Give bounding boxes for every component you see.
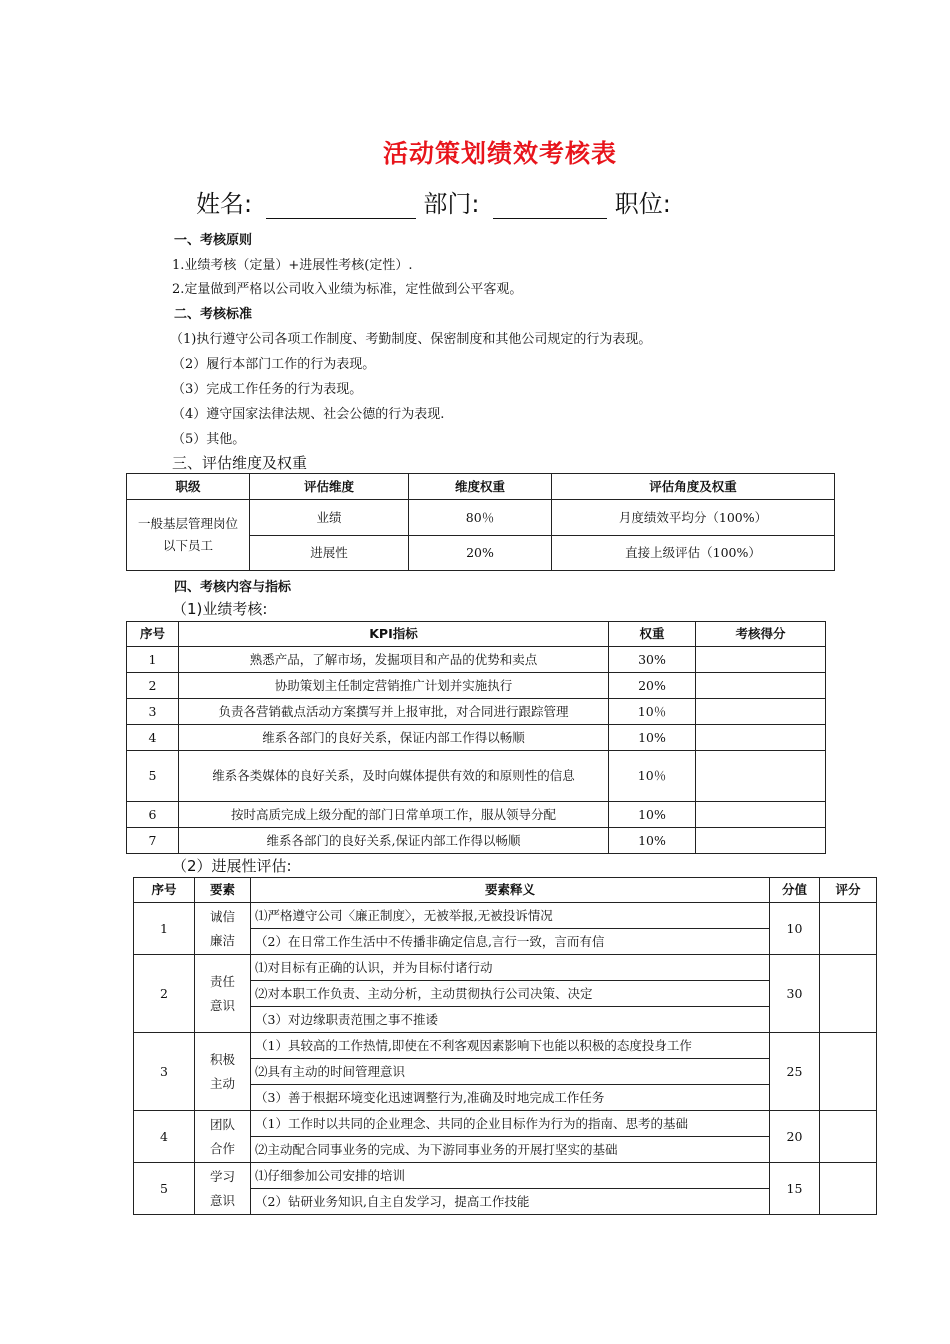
prog-no: 2 <box>134 955 195 1033</box>
prog-item: （1）具较高的工作热情,即使在不利客观因素影响下也能以积极的态度投身工作 <box>251 1033 770 1059</box>
section3-heading: 三、评估维度及权重 <box>172 454 308 472</box>
page-title: 活动策划绩效考核表 <box>382 139 617 168</box>
kpi-no: 6 <box>127 802 179 828</box>
table-row <box>134 903 877 929</box>
level-cell: 一般基层管理岗位以下员工 <box>127 500 250 571</box>
col-header: 序号 <box>134 878 195 903</box>
section1-heading: 一、考核原则 <box>174 233 253 248</box>
kpi-score-field[interactable] <box>696 725 826 751</box>
col-header: 要素释义 <box>251 878 770 903</box>
kpi-weight: 30% <box>609 647 696 673</box>
section2-item: （2）履行本部门工作的行为表现。 <box>172 357 376 372</box>
section2-heading: 二、考核标准 <box>174 307 253 322</box>
kpi-score-field[interactable] <box>696 647 826 673</box>
name-field[interactable] <box>266 196 416 219</box>
kpi-weight: 10% <box>609 725 696 751</box>
kpi-weight: 10％ <box>609 751 696 802</box>
table-row <box>127 725 826 751</box>
kpi-no: 3 <box>127 699 179 725</box>
progress-subheading: （2）进展性评估: <box>172 857 292 875</box>
prog-item: （2）钻研业务知识,自主自发学习，提高工作技能 <box>251 1189 770 1215</box>
kpi-subheading: （1)业绩考核: <box>172 600 268 618</box>
table-row <box>127 751 826 802</box>
kpi-text: 熟悉产品，了解市场，发掘项目和产品的优势和卖点 <box>179 647 609 673</box>
angle-cell: 月度绩效平均分（100%） <box>552 500 835 536</box>
progress-table <box>133 877 877 1215</box>
table-row <box>127 647 826 673</box>
col-header: 职级 <box>127 474 250 500</box>
prog-no: 5 <box>134 1163 195 1215</box>
kpi-no: 2 <box>127 673 179 699</box>
section4-heading: 四、考核内容与指标 <box>174 580 292 595</box>
col-header: 权重 <box>609 622 696 647</box>
position-label: 职位: <box>614 190 671 218</box>
col-header: 维度权重 <box>409 474 552 500</box>
col-header: 评估维度 <box>250 474 409 500</box>
prog-factor: 责任意识 <box>195 955 251 1033</box>
prog-no: 4 <box>134 1111 195 1163</box>
prog-no: 1 <box>134 903 195 955</box>
dimension-cell: 进展性 <box>250 536 409 571</box>
col-header: 评分 <box>820 878 877 903</box>
prog-score: 20 <box>770 1111 820 1163</box>
prog-rating-field[interactable] <box>820 1033 877 1111</box>
section2-item: （1)执行遵守公司各项工作制度、考勤制度、保密制度和其他公司规定的行为表现。 <box>170 332 652 347</box>
kpi-no: 1 <box>127 647 179 673</box>
table-row <box>127 802 826 828</box>
kpi-score-field[interactable] <box>696 699 826 725</box>
prog-item: ⑵主动配合同事业务的完成、为下游同事业务的开展打坚实的基础 <box>251 1137 770 1163</box>
prog-item: ⑴仔细参加公司安排的培训 <box>251 1163 770 1189</box>
kpi-score-field[interactable] <box>696 673 826 699</box>
kpi-weight: 10% <box>609 828 696 854</box>
kpi-text: 维系各部门的良好关系，保证内部工作得以畅顺 <box>179 725 609 751</box>
dept-field[interactable] <box>493 196 607 219</box>
prog-no: 3 <box>134 1033 195 1111</box>
col-header: 要素 <box>195 878 251 903</box>
col-header: KPI指标 <box>179 622 609 647</box>
section1-item: 2.定量做到严格以公司收入业绩为标准，定性做到公平客观。 <box>172 282 523 297</box>
weight-table <box>126 473 835 571</box>
table-row <box>127 673 826 699</box>
dimension-cell: 业绩 <box>250 500 409 536</box>
section2-item: （3）完成工作任务的行为表现。 <box>172 382 363 397</box>
prog-item: （3）善于根据环境变化迅速调整行为,准确及时地完成工作任务 <box>251 1085 770 1111</box>
prog-rating-field[interactable] <box>820 1111 877 1163</box>
name-label: 姓名: <box>196 190 253 218</box>
prog-score: 30 <box>770 955 820 1033</box>
section1-item: 1.业绩考核（定量）+进展性考核(定性）. <box>172 258 413 273</box>
kpi-no: 7 <box>127 828 179 854</box>
col-header: 考核得分 <box>696 622 826 647</box>
kpi-table <box>126 621 826 854</box>
kpi-weight: 10% <box>609 802 696 828</box>
prog-factor: 学习意识 <box>195 1163 251 1215</box>
kpi-text: 协助策划主任制定营销推广计划并实施执行 <box>179 673 609 699</box>
section2-item: （4）遵守国家法律法规、社会公德的行为表现. <box>172 407 445 422</box>
prog-item: （1）工作时以共同的企业理念、共同的企业目标作为行为的指南、思考的基础 <box>251 1111 770 1137</box>
kpi-weight: 10％ <box>609 699 696 725</box>
prog-item: ⑵对本职工作负责、主动分析，主动贯彻执行公司决策、决定 <box>251 981 770 1007</box>
section2-item: （5）其他。 <box>172 432 246 447</box>
prog-rating-field[interactable] <box>820 955 877 1033</box>
table-row <box>134 955 877 981</box>
kpi-text: 维系各部门的良好关系,保证内部工作得以畅顺 <box>179 828 609 854</box>
kpi-text: 维系各类媒体的良好关系，及时向媒体提供有效的和原则性的信息 <box>179 751 609 802</box>
prog-rating-field[interactable] <box>820 903 877 955</box>
col-header: 分值 <box>770 878 820 903</box>
prog-factor: 积极主动 <box>195 1033 251 1111</box>
prog-item: ⑵具有主动的时间管理意识 <box>251 1059 770 1085</box>
prog-factor: 诚信廉洁 <box>195 903 251 955</box>
table-row <box>127 828 826 854</box>
prog-item: ⑴对目标有正确的认识，并为目标付诸行动 <box>251 955 770 981</box>
prog-factor: 团队合作 <box>195 1111 251 1163</box>
kpi-score-field[interactable] <box>696 802 826 828</box>
prog-score: 10 <box>770 903 820 955</box>
prog-score: 15 <box>770 1163 820 1215</box>
prog-item: ⑴严格遵守公司〈廉正制度〉，无被举报,无被投诉情况 <box>251 903 770 929</box>
angle-cell: 直接上级评估（100%） <box>552 536 835 571</box>
prog-item: （3）对边缘职责范围之事不推诿 <box>251 1007 770 1033</box>
weight-cell: 20% <box>409 536 552 571</box>
col-header: 评估角度及权重 <box>552 474 835 500</box>
table-row <box>134 1033 877 1059</box>
prog-rating-field[interactable] <box>820 1163 877 1215</box>
table-row <box>134 1163 877 1189</box>
kpi-no: 5 <box>127 751 179 802</box>
weight-cell: 80％ <box>409 500 552 536</box>
prog-item: （2）在日常工作生活中不传播非确定信息,言行一致，言而有信 <box>251 929 770 955</box>
dept-label: 部门: <box>423 190 480 218</box>
header-fields <box>196 184 671 219</box>
kpi-score-field[interactable] <box>696 751 826 802</box>
kpi-weight: 20% <box>609 673 696 699</box>
table-row <box>134 1111 877 1137</box>
col-header: 序号 <box>127 622 179 647</box>
kpi-text: 按时高质完成上级分配的部门日常单项工作，服从领导分配 <box>179 802 609 828</box>
kpi-text: 负责各营销截点活动方案撰写并上报审批，对合同进行跟踪管理 <box>179 699 609 725</box>
kpi-no: 4 <box>127 725 179 751</box>
prog-score: 25 <box>770 1033 820 1111</box>
table-row <box>127 699 826 725</box>
kpi-score-field[interactable] <box>696 828 826 854</box>
